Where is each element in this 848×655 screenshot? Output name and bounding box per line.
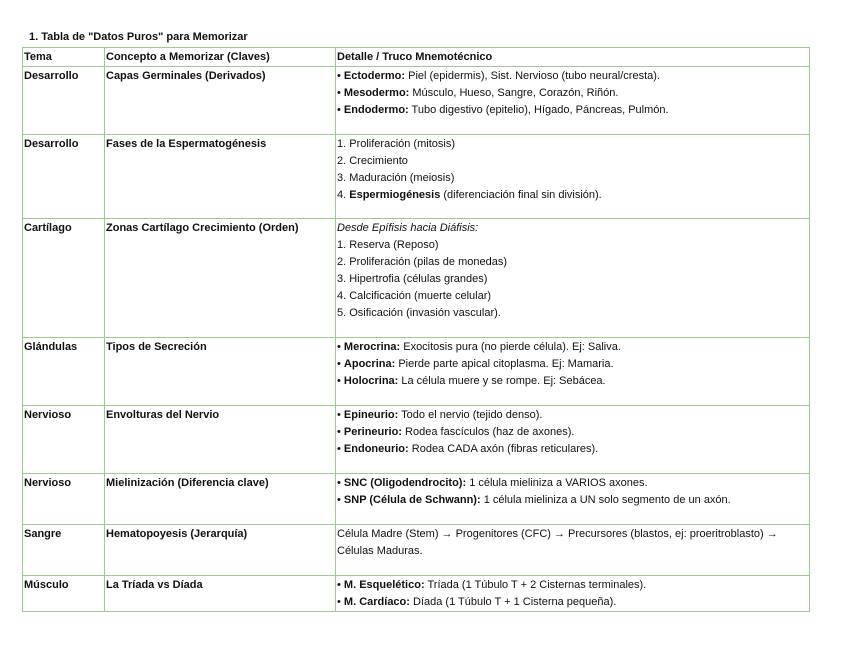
detail-line-text: Tubo digestivo (epitelio), Hígado, Páncreas, Pulmón. — [408, 104, 669, 116]
cell-tema: Nervioso — [23, 406, 105, 474]
detail-line-text: (diferenciación final sin división). — [440, 189, 602, 201]
detail-line-marker: • — [337, 494, 344, 506]
table-row — [23, 338, 810, 406]
cell-detalle — [336, 135, 810, 219]
cell-detalle — [336, 576, 810, 612]
cell-detalle — [336, 406, 810, 474]
detail-line-text: Proliferación (mitosis) — [349, 138, 455, 150]
detail-line — [337, 102, 808, 119]
detail-line — [337, 577, 808, 594]
detail-line-term: Ectodermo: — [343, 70, 406, 82]
detail-line-marker: • — [337, 70, 344, 82]
detail-line-term: M. Esquelético: — [343, 579, 425, 591]
detail-line — [337, 441, 808, 458]
detail-line-marker: • — [337, 358, 344, 370]
detail-line-text: Rodea CADA axón (fibras reticulares). — [408, 443, 599, 455]
detail-line-text: Proliferación (pilas de monedas) — [349, 256, 507, 268]
detail-line-marker: • — [337, 443, 344, 455]
header-tema: Tema — [23, 48, 105, 67]
table-row — [23, 135, 810, 219]
detail-line-text: Maduración (meiosis) — [349, 172, 455, 184]
cell-detalle — [336, 67, 810, 135]
page-title: 1. Tabla de "Datos Puros" para Memorizar — [29, 31, 248, 43]
table-row — [23, 474, 810, 525]
detail-line-text: Hipertrofia (células grandes) — [349, 273, 488, 285]
detail-line — [337, 492, 808, 509]
cell-tema: Glándulas — [23, 338, 105, 406]
detail-line-text: Calcificación (muerte celular) — [349, 290, 492, 302]
detail-line — [337, 356, 808, 373]
detail-line-marker: • — [337, 87, 344, 99]
detail-line-text: Osificación (invasión vascular). — [349, 307, 501, 319]
cell-tema: Nervioso — [23, 474, 105, 525]
detail-line-term: Perineurio: — [343, 426, 402, 438]
detail-line-term: SNP (Célula de Schwann): — [343, 494, 481, 506]
detail-line-marker: 2. — [337, 155, 350, 167]
detail-line — [337, 153, 808, 170]
cell-concepto: Mielinización (Diferencia clave) — [105, 474, 336, 525]
detail-line-term: Endodermo: — [343, 104, 409, 116]
detail-line-marker: • — [337, 104, 344, 116]
cell-concepto: Envolturas del Nervio — [105, 406, 336, 474]
detail-line-term: SNC (Oligodendrocito): — [343, 477, 467, 489]
detail-line-marker: 2. — [337, 256, 350, 268]
cell-detalle — [336, 525, 810, 576]
memorization-table — [22, 47, 810, 612]
cell-concepto: Zonas Cartílago Crecimiento (Orden) — [105, 219, 336, 338]
detail-line-text: Músculo, Hueso, Sangre, Corazón, Riñón. — [409, 87, 619, 99]
detail-line-marker: • — [337, 579, 344, 591]
table-row — [23, 67, 810, 135]
table-body — [23, 67, 810, 612]
detail-line-text: La célula muere y se rompe. Ej: Sebácea. — [398, 375, 606, 387]
detail-line-marker: 4. — [337, 189, 350, 201]
detail-line-text: 1 célula mieliniza a UN solo segmento de un axón. — [480, 494, 731, 506]
detail-line — [337, 373, 808, 390]
cell-tema: Desarrollo — [23, 67, 105, 135]
detail-line-term: Holocrina: — [343, 375, 399, 387]
detail-line-term: Mesodermo: — [343, 87, 410, 99]
detail-line — [337, 68, 808, 85]
detail-line — [337, 271, 808, 288]
detail-line-text: Tríada (1 Túbulo T + 2 Cisternas terminales). — [424, 579, 647, 591]
detail-line-term: Apocrina: — [343, 358, 396, 370]
detail-line — [337, 475, 808, 492]
detail-line-text: Reserva (Reposo) — [349, 239, 439, 251]
detail-line — [337, 339, 808, 356]
detail-line — [337, 305, 808, 322]
detail-line — [337, 594, 808, 611]
cell-tema: Sangre — [23, 525, 105, 576]
header-concepto: Concepto a Memorizar (Claves) — [105, 48, 336, 67]
detail-line-text: Célula Madre (Stem) → Progenitores (CFC) → Precursores (blastos, ej: proeritroblasto) → Células Maduras. — [337, 528, 778, 557]
detail-line-text: 1 célula mieliniza a VARIOS axones. — [466, 477, 648, 489]
cell-concepto: Tipos de Secreción — [105, 338, 336, 406]
detail-line-marker: 4. — [337, 290, 350, 302]
detail-line — [337, 85, 808, 102]
detail-line-text: Exocitosis pura (no pierde célula). Ej: Saliva. — [400, 341, 621, 353]
detail-line-marker: 1. — [337, 138, 350, 150]
header-detalle: Detalle / Truco Mnemotécnico — [336, 48, 810, 67]
detail-line-text: Rodea fascículos (haz de axones). — [402, 426, 575, 438]
detail-line-marker: • — [337, 375, 344, 387]
detail-line-marker: 1. — [337, 239, 350, 251]
cell-detalle — [336, 338, 810, 406]
cell-concepto: Fases de la Espermatogénesis — [105, 135, 336, 219]
detail-lead-text: Desde Epífisis hacia Diáfisis: — [337, 222, 479, 234]
detail-line — [337, 424, 808, 441]
detail-line-term: Epineurio: — [343, 409, 399, 421]
cell-concepto: Hematopoyesis (Jerarquía) — [105, 525, 336, 576]
detail-line-text: Todo el nervio (tejido denso). — [398, 409, 543, 421]
table-row — [23, 576, 810, 612]
detail-line-marker: • — [337, 341, 344, 353]
detail-line-marker: • — [337, 596, 344, 608]
detail-line-marker: • — [337, 426, 344, 438]
detail-line-text: Pierde parte apical citoplasma. Ej: Mamaria. — [395, 358, 614, 370]
detail-line-text: Crecimiento — [349, 155, 408, 167]
detail-line — [337, 288, 808, 305]
cell-detalle — [336, 219, 810, 338]
detail-line-marker: 3. — [337, 172, 350, 184]
cell-concepto: Capas Germinales (Derivados) — [105, 67, 336, 135]
detail-line-term: M. Cardíaco: — [343, 596, 410, 608]
detail-line-marker: 5. — [337, 307, 350, 319]
detail-line — [337, 254, 808, 271]
table-row — [23, 219, 810, 338]
cell-concepto: La Tríada vs Díada — [105, 576, 336, 612]
detail-line — [337, 136, 808, 153]
detail-line-text: Piel (epidermis), Sist. Nervioso (tubo neural/cresta). — [405, 70, 660, 82]
detail-line — [337, 187, 808, 204]
cell-tema: Cartílago — [23, 219, 105, 338]
cell-tema: Músculo — [23, 576, 105, 612]
detail-line-term: Espermiogénesis — [349, 189, 441, 201]
detail-line — [337, 407, 808, 424]
detail-line-term: Merocrina: — [343, 341, 401, 353]
detail-line-text: Díada (1 Túbulo T + 1 Cisterna pequeña). — [409, 596, 617, 608]
detail-line — [337, 526, 808, 560]
detail-line-marker: • — [337, 477, 344, 489]
detail-line-marker: 3. — [337, 273, 350, 285]
detail-line-term: Endoneurio: — [343, 443, 409, 455]
detail-line — [337, 170, 808, 187]
table-row — [23, 525, 810, 576]
detail-line-marker: • — [337, 409, 344, 421]
table-header-row — [23, 48, 810, 67]
detail-line — [337, 237, 808, 254]
cell-detalle — [336, 474, 810, 525]
table-row — [23, 406, 810, 474]
cell-tema: Desarrollo — [23, 135, 105, 219]
